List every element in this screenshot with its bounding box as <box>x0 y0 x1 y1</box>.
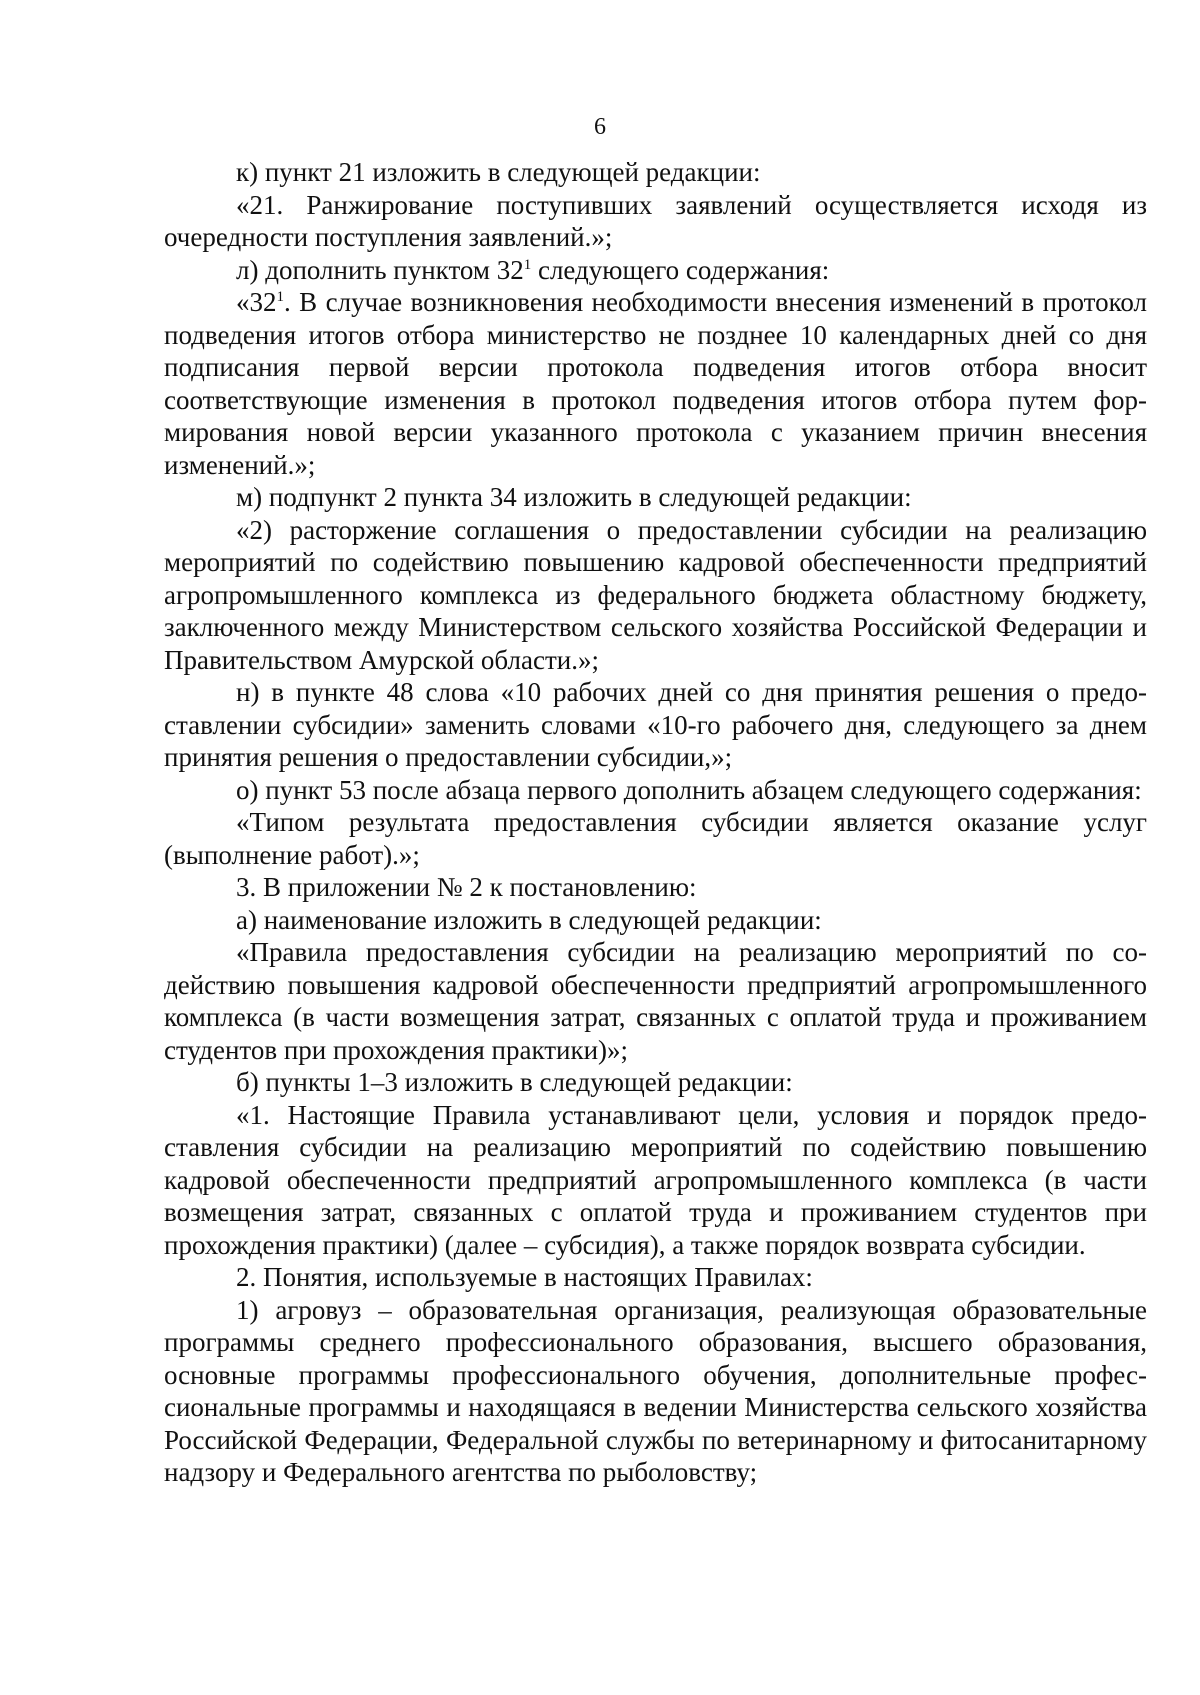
paragraph-n: н) в пункте 48 слова «10 рабочих дней со дня принятия решения о предоставлении субсидии» заменить словами «10-го рабочего дня, следующего за днем принятия решения о предоставлении субсидии,»; <box>164 677 1147 772</box>
paragraph-l-sup: 1 <box>523 256 532 273</box>
paragraph-k: к) пункт 21 изложить в следующей редакции: <box>236 157 761 187</box>
paragraph-o-text: «Типом результата предоставления субсидии является оказание услуг (выполнение работ).»; <box>164 807 1147 870</box>
paragraph-l-text-suffix: . В случае возникновения необходимости внесения изменений в протокол подведения итогов отбора министерство не позднее 10 календарных дней со дня подписания первой версии протокола подведения итогов отбора вносит соответствующие изменения в протокол подведения итогов отбора путем формирования новой версии указанного протокола с указанием причин внесения изменений.»; <box>164 287 1147 480</box>
paragraph-b-text: «1. Настоящие Правила устанавливают цели, условия и порядок предоставления субсидии на реализацию мероприятий по содействию повышению кадровой обеспеченности предприятий агропромышленного комплекса (в части возмещения затрат, связанных с оплатой труда и проживанием студентов при прохождения практики) (далее – субсидия), а также порядок возврата субсидии. <box>164 1099 1147 1260</box>
paragraph-l-text <box>164 286 1147 481</box>
paragraph-m-text: «2) расторжение соглашения о предоставлении субсидии на реализацию мероприятий по содействию повышению кадровой обеспеченности предприятий агропромышленного комплекса из федерального бюджета областному бюджету, заключенного между Министерством сельского хозяйства Российской Федерации и Правительством Амурской области.»; <box>164 514 1147 675</box>
paragraph-o: о) пункт 53 после абзаца первого дополнить абзацем следующего содержания: <box>236 774 1142 805</box>
paragraph-b-2-1: 1) агровуз – образовательная организация, реализующая образовательные программы среднего профессионального образования, высшего образования, основные программы профессионального обучения, дополнительные профессиональные программы и находящаяся в ведении Министерства сельского хозяйства Российской Федерации, Федеральной службы по ветеринарному и фитосанитарному надзору и Федерального агентства по рыболовству; <box>164 1294 1147 1487</box>
page-number: 6 <box>594 114 606 140</box>
paragraph-l-prefix: л) дополнить пунктом 32 <box>236 254 524 285</box>
document-body <box>164 156 1147 1489</box>
paragraph-l-text-sup: 1 <box>276 289 284 305</box>
paragraph-k-text: «21. Ранжирование поступивших заявлений осуществляется исходя из очередности поступления заявлений.»; <box>164 189 1147 252</box>
paragraph-l <box>164 254 1147 287</box>
paragraph-l-text-prefix: «32 <box>236 287 277 317</box>
paragraph-l-suffix: следующего содержания: <box>531 254 830 285</box>
paragraph-b: б) пункты 1–3 изложить в следующей редакции: <box>236 1067 793 1097</box>
paragraph-b-2: 2. Понятия, используемые в настоящих Правилах: <box>236 1262 813 1292</box>
paragraph-m: м) подпункт 2 пункта 34 изложить в следующей редакции: <box>236 482 912 512</box>
paragraph-a-text: «Правила предоставления субсидии на реализацию мероприятий по содействию повышения кадровой обеспеченности предприятий агропромышленного комплекса (в части возмещения затрат, связанных с оплатой труда и проживанием студентов при прохождения практики)»; <box>164 937 1147 1065</box>
paragraph-a: а) наименование изложить в следующей редакции: <box>236 904 822 935</box>
paragraph-section-3: 3. В приложении № 2 к постановлению: <box>236 872 697 902</box>
